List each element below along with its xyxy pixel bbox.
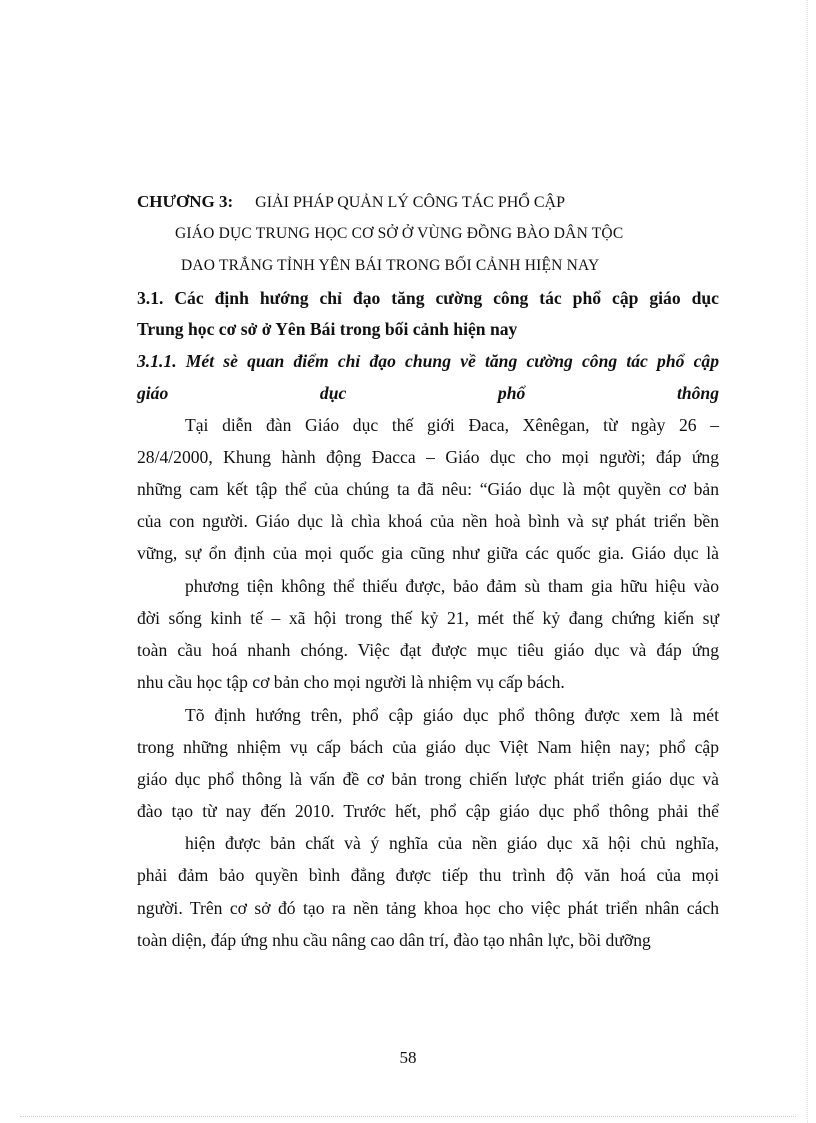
- paragraph-line: giáo dục phổ thông là vấn đề cơ bản trong chiến lược phát triển giáo dục và: [137, 769, 719, 789]
- paragraph-line: phải đảm bảo quyền bình đẳng được tiếp thu trình độ văn hoá của mọi: [137, 865, 719, 885]
- chapter-title-line3: DAO TRẮNG TỈNH YÊN BÁI TRONG BỐI CẢNH HIỆN NAY: [181, 257, 600, 274]
- chapter-title-line2: GIÁO DỤC TRUNG HỌC CƠ SỞ Ở VÙNG ĐỒNG BÀO DÂN TỘC: [175, 225, 624, 242]
- paragraph-line: Tại diễn đàn Giáo dục thế giới Đaca, Xênêgan, từ ngày 26 –: [185, 415, 719, 435]
- chapter-title-line1: GIẢI PHÁP QUẢN LÝ CÔNG TÁC PHỔ CẬP: [255, 194, 565, 211]
- chapter-label: CHƯƠNG 3:: [137, 192, 234, 211]
- paragraph-line: hiện được bản chất và ý nghĩa của nền giáo dục xã hội chủ nghĩa,: [185, 833, 719, 853]
- subsection-heading-line1: 3.1.1. Mét sè quan điểm chỉ đạo chung về tăng cường công tác phổ cập: [137, 351, 719, 371]
- page-border-bottom: [20, 1116, 796, 1117]
- section-heading-line2: Trung học cơ sở ở Yên Bái trong bối cảnh hiện nay: [137, 319, 518, 339]
- paragraph-line: những cam kết tập thể của chúng ta đã nêu: “Giáo dục là một quyền cơ bản: [137, 479, 719, 499]
- paragraph-line: của con người. Giáo dục là chìa khoá của nền hoà bình và sự phát triển bền: [137, 511, 719, 531]
- page-number: 58: [399, 1048, 417, 1067]
- paragraph-line: phương tiện không thể thiếu được, bảo đảm sù tham gia hữu hiệu vào: [185, 576, 719, 596]
- paragraph-line: người. Trên cơ sở đó tạo ra nền tảng khoa học cho việc phát triển nhân cách: [137, 898, 719, 918]
- chapter-heading: [137, 191, 565, 214]
- paragraph-line: đời sống kinh tế – xã hội trong thế kỷ 21, mét thế kỷ đang chứng kiến sự: [137, 608, 719, 628]
- section-heading-line1: 3.1. Các định hướng chỉ đạo tăng cường công tác phổ cập giáo dục: [137, 288, 719, 308]
- paragraph-line: nhu cầu học tập cơ bản cho mọi người là nhiệm vụ cấp bách.: [137, 672, 565, 692]
- paragraph-line: toàn diện, đáp ứng nhu cầu nâng cao dân trí, đào tạo nhân lực, bồi dưỡng: [137, 930, 651, 950]
- paragraph-line: toàn cầu hoá nhanh chóng. Việc đạt được mục tiêu giáo dục và đáp ứng: [137, 640, 719, 660]
- paragraph-line: đào tạo từ nay đến 2010. Trước hết, phổ cập giáo dục phổ thông phải thể: [137, 801, 719, 821]
- paragraph-line: Tõ định hướng trên, phổ cập giáo dục phổ thông được xem là mét: [185, 705, 719, 725]
- subsection-heading-line2: giáo dục phổ thông: [137, 383, 719, 403]
- paragraph-line: vững, sự ổn định của mọi quốc gia cũng như giữa các quốc gia. Giáo dục là: [137, 543, 719, 563]
- paragraph-line: 28/4/2000, Khung hành động Đacca – Giáo dục cho mọi người; đáp ứng: [137, 447, 719, 467]
- page-border-right: [807, 0, 808, 1123]
- paragraph-line: trong những nhiệm vụ cấp bách của giáo dục Việt Nam hiện nay; phổ cập: [137, 737, 719, 757]
